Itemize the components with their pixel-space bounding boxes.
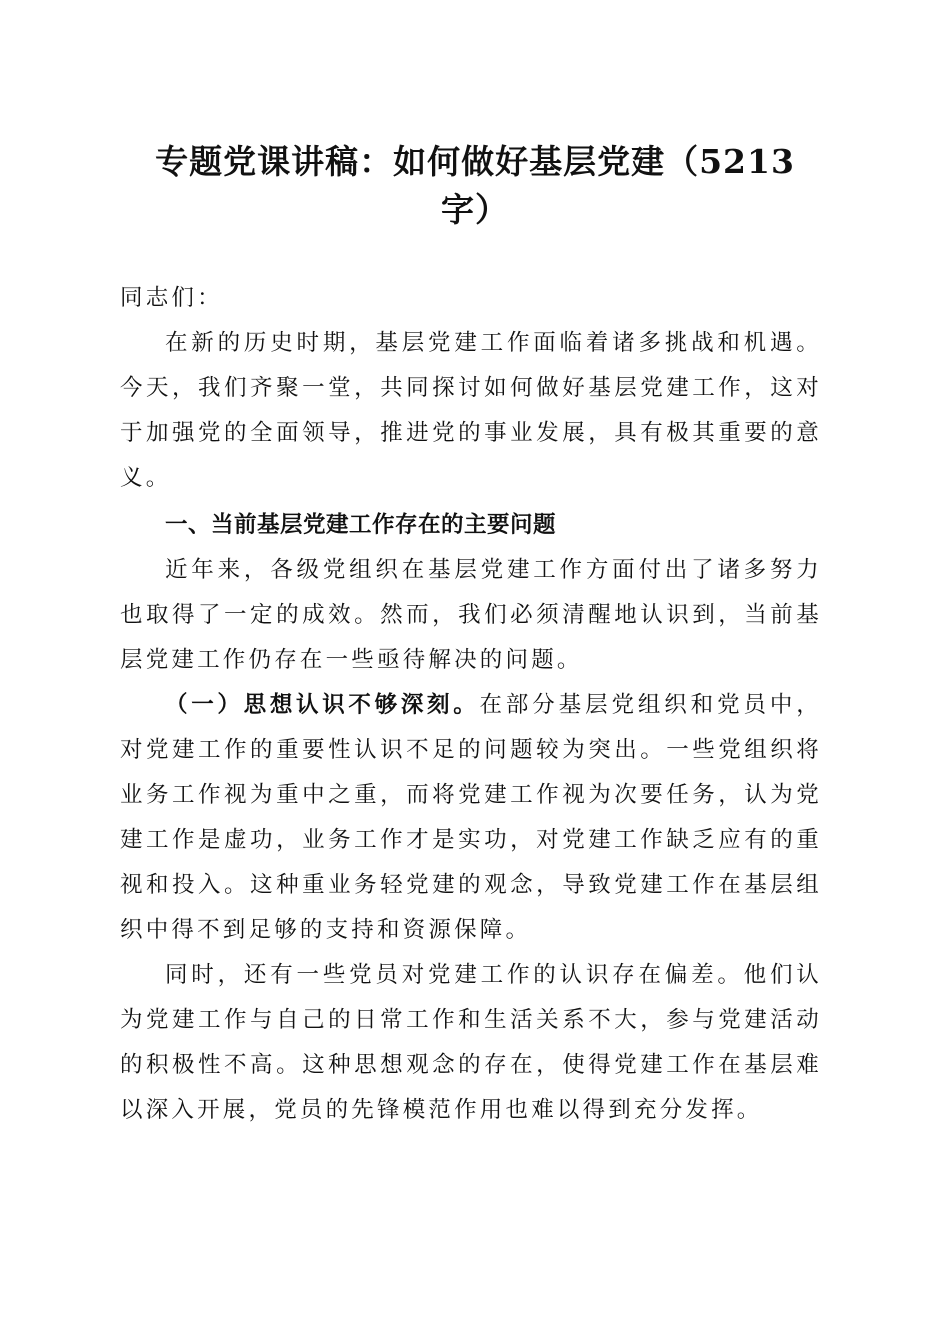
title-line-2: 字） <box>441 190 509 229</box>
same-time-paragraph: 同时，还有一些党员对党建工作的认识存在偏差。他们认为党建工作与自己的日常工作和生活关系不大，参与党建活动的积极性不高。这种思想观念的存在，使得党建工作在基层难以深入开展，党员的先锋模范作用也难以得到充分发挥。 <box>120 962 822 1123</box>
salutation: 同志们： <box>120 285 223 311</box>
document-body <box>120 276 822 1133</box>
title-line-1: 专题党课讲稿：如何做好基层党建（5213 <box>155 142 795 181</box>
document-title <box>120 138 830 234</box>
subsection-1-heading: （一）思想认识不够深刻。 <box>165 692 480 718</box>
subsection-1-paragraph <box>120 683 822 953</box>
intro-paragraph: 在新的历史时期，基层党建工作面临着诸多挑战和机遇。今天，我们齐聚一堂，共同探讨如何做好基层党建工作，这对于加强党的全面领导，推进党的事业发展，具有极其重要的意义。 <box>120 330 822 491</box>
section-1-heading: 一、当前基层党建工作存在的主要问题 <box>165 512 557 538</box>
subsection-1-text: 在部分基层党组织和党员中，对党建工作的重要性认识不足的问题较为突出。一些党组织将业务工作视为重中之重，而将党建工作视为次要任务，认为党建工作是虚功，业务工作才是实功，对党建工作缺乏应有的重视和投入。这种重业务轻党建的观念，导致党建工作在基层组织中得不到足够的支持和资源保障。 <box>120 692 822 943</box>
section-1-intro-paragraph: 近年来，各级党组织在基层党建工作方面付出了诸多努力也取得了一定的成效。然而，我们必须清醒地认识到，当前基层党建工作仍存在一些亟待解决的问题。 <box>120 557 822 673</box>
